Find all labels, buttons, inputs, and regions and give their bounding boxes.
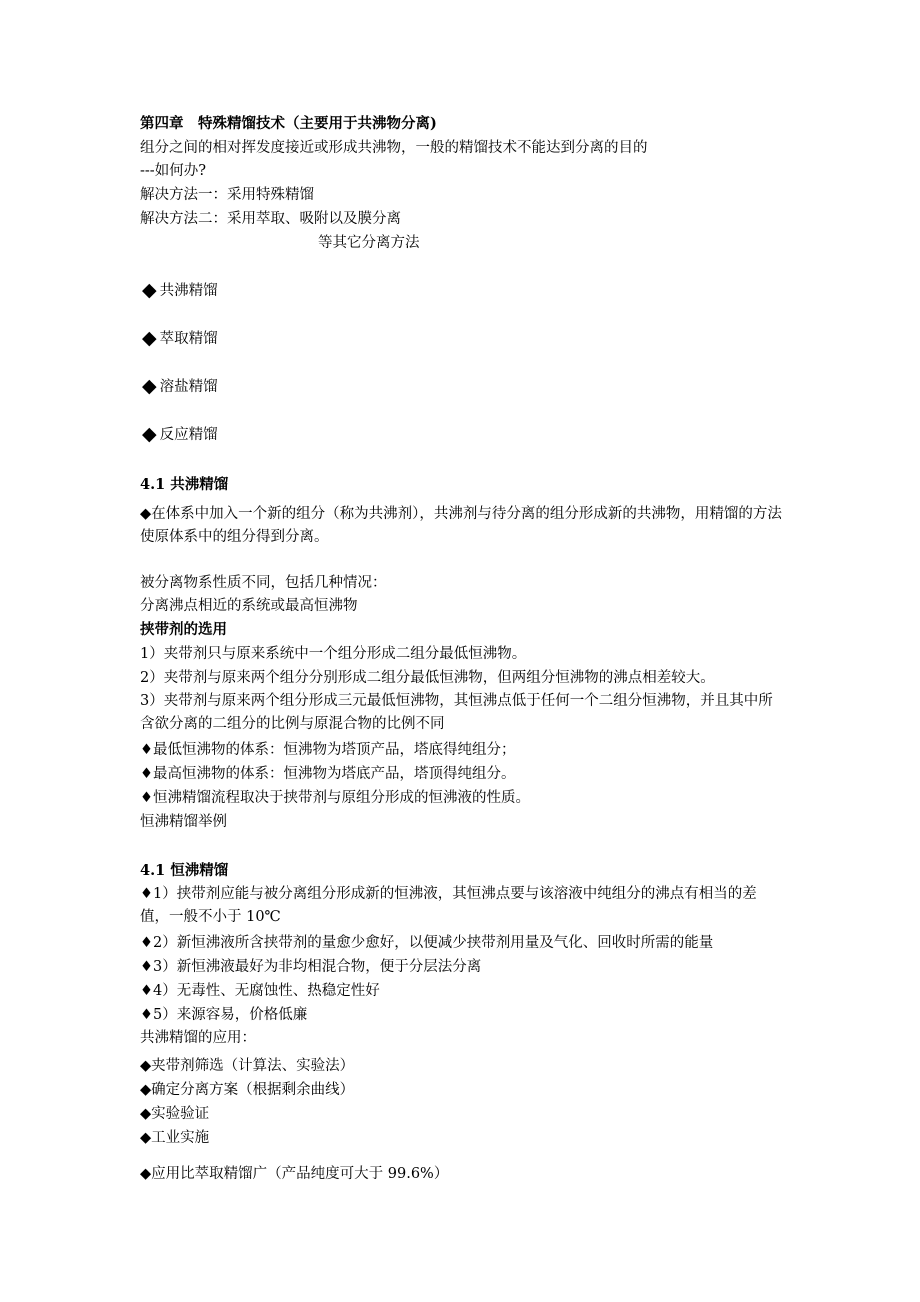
intro-line-2: ---如何办?	[140, 163, 206, 179]
method-label: 共沸精馏	[159, 283, 218, 299]
method-label: 溶盐精馏	[159, 379, 218, 395]
method-item	[142, 424, 218, 445]
example-heading: 恒沸精馏举例	[140, 814, 227, 830]
requirement-1: ♦1）挟带剂应能与被分离组分形成新的恒沸液，其恒沸点要与该溶液中纯组分的沸点有相当的差值，一般不小于 10℃	[140, 886, 757, 925]
section-1-description: ◆在体系中加入一个新的组分（称为共沸剂），共沸剂与待分离的组分形成新的共沸物，用精馏的方法使原体系中的组分得到分离。	[140, 506, 782, 545]
method-item	[142, 328, 218, 349]
requirement-4: ♦4）无毒性、无腐蚀性、热稳定性好	[140, 983, 380, 999]
entrainer-rule-3: 3）夹带剂与原来两个组分形成三元最低恒沸物，其恒沸点低于任何一个二组分恒沸物，并且其中所含欲分离的二组分的比例与原混合物的比例不同	[140, 693, 773, 732]
note-1: ♦最低恒沸物的体系：恒沸物为塔顶产品，塔底得纯组分；	[140, 742, 516, 758]
solution-2-continued: 等其它分离方法	[318, 235, 420, 251]
chapter-title: 第四章 特殊精馏技术（主要用于共沸物分离)	[140, 115, 437, 132]
section-2-title: 4.1 恒沸精馏	[140, 862, 229, 879]
cases-intro: 被分离物系性质不同，包括几种情况：	[140, 575, 387, 591]
requirement-3: ♦3）新恒沸液最好为非均相混合物，便于分层法分离	[140, 959, 482, 975]
intro-line-1: 组分之间的相对挥发度接近或形成共沸物，一般的精馏技术不能达到分离的目的	[140, 140, 648, 156]
requirement-5: ♦5）来源容易，价格低廉	[140, 1007, 308, 1023]
applications-heading: 共沸精馏的应用：	[140, 1030, 256, 1046]
entrainer-heading: 挟带剂的选用	[140, 621, 227, 638]
solution-1: 解决方法一：采用特殊精馏	[140, 187, 314, 203]
method-item	[142, 376, 218, 397]
method-label: 反应精馏	[159, 427, 218, 443]
application-item: ◆工业实施	[140, 1130, 210, 1146]
final-note: ◆应用比萃取精馏广（产品纯度可大于 99.6%）	[140, 1166, 449, 1182]
diamond-bullet-icon: ◆	[142, 423, 157, 445]
requirement-2: ♦2）新恒沸液所含挟带剂的量愈少愈好，以便减少挟带剂用量及气化、回收时所需的能量	[140, 935, 714, 951]
application-item: ◆实验验证	[140, 1106, 210, 1122]
method-label: 萃取精馏	[159, 331, 218, 347]
application-item: ◆夹带剂筛选（计算法、实验法）	[140, 1058, 355, 1074]
section-1-title: 4.1 共沸精馏	[140, 476, 229, 493]
case-1: 分离沸点相近的系统或最高恒沸物	[140, 598, 358, 614]
application-item: ◆确定分离方案（根据剩余曲线）	[140, 1082, 355, 1098]
diamond-bullet-icon: ◆	[142, 327, 157, 349]
solution-2: 解决方法二：采用萃取、吸附以及膜分离	[140, 211, 401, 227]
note-2: ♦最高恒沸物的体系：恒沸物为塔底产品，塔顶得纯组分。	[140, 766, 516, 782]
method-item	[142, 280, 218, 301]
note-3: ♦恒沸精馏流程取决于挟带剂与原组分形成的恒沸液的性质。	[140, 790, 530, 806]
diamond-bullet-icon: ◆	[142, 375, 157, 397]
diamond-bullet-icon: ◆	[142, 279, 157, 301]
entrainer-rule-1: 1）夹带剂只与原来系统中一个组分形成二组分最低恒沸物。	[140, 646, 527, 662]
entrainer-rule-2: 2）夹带剂与原来两个组分分别形成二组分最低恒沸物，但两组分恒沸物的沸点相差较大。	[140, 670, 715, 686]
